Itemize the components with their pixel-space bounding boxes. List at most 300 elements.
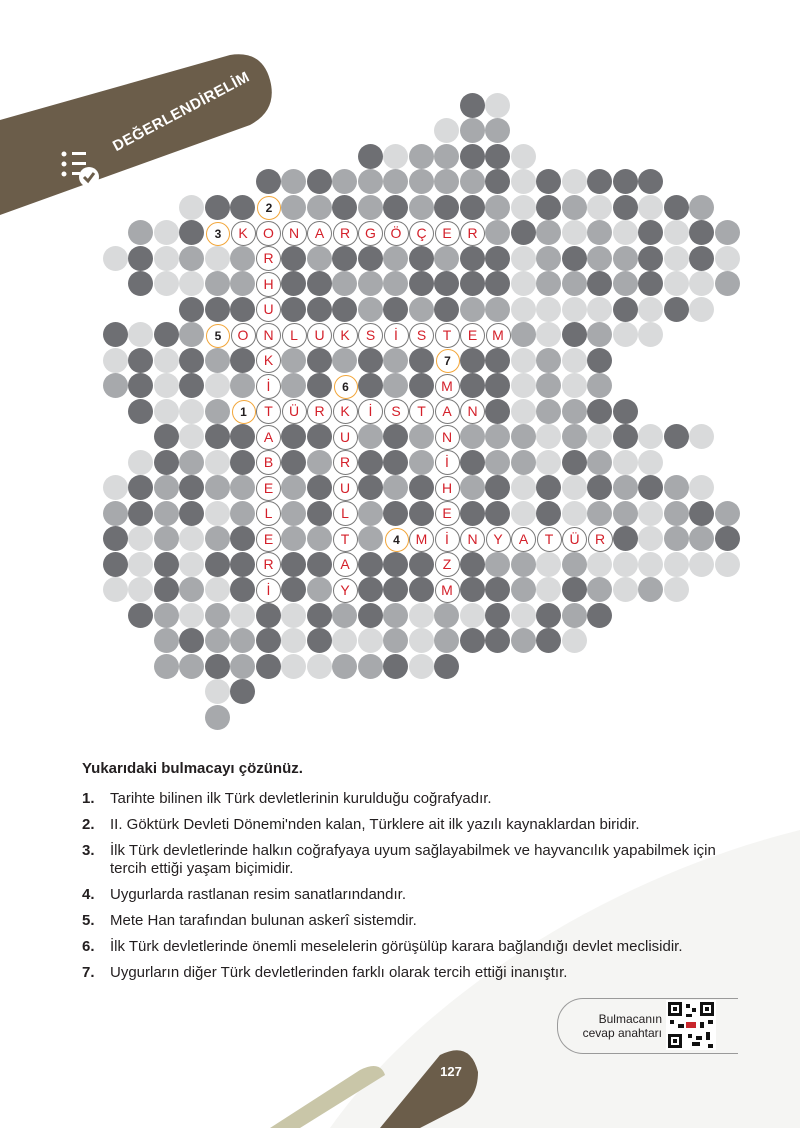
- grid-dot: [409, 169, 434, 194]
- grid-dot: [179, 526, 204, 551]
- grid-dot: [281, 552, 306, 577]
- grid-dot: [358, 169, 383, 194]
- grid-dot: [332, 628, 357, 653]
- grid-dot: [128, 577, 153, 602]
- grid-dot: [281, 373, 306, 398]
- grid-dot: [587, 475, 612, 500]
- grid-dot: [230, 246, 255, 271]
- grid-dot: [409, 577, 434, 602]
- grid-dot: [664, 246, 689, 271]
- answer-letter: U: [333, 425, 358, 450]
- grid-dot: [536, 271, 561, 296]
- grid-dot: [664, 475, 689, 500]
- grid-dot: [230, 679, 255, 704]
- grid-dot: [485, 475, 510, 500]
- grid-dot: [485, 195, 510, 220]
- grid-dot: [409, 195, 434, 220]
- grid-dot: [205, 450, 230, 475]
- grid-dot: [230, 195, 255, 220]
- grid-dot: [103, 577, 128, 602]
- grid-dot: [128, 373, 153, 398]
- grid-dot: [179, 220, 204, 245]
- grid-dot: [638, 195, 663, 220]
- grid-dot: [485, 628, 510, 653]
- grid-dot: [307, 603, 332, 628]
- grid-dot: [332, 297, 357, 322]
- grid-dot: [307, 246, 332, 271]
- clue-item: [82, 964, 742, 982]
- grid-dot: [358, 246, 383, 271]
- grid-dot: [358, 654, 383, 679]
- grid-dot: [154, 501, 179, 526]
- grid-dot: [281, 628, 306, 653]
- grid-dot: [103, 373, 128, 398]
- grid-dot: [307, 577, 332, 602]
- grid-dot: [536, 246, 561, 271]
- grid-dot: [230, 501, 255, 526]
- answer-letter: L: [282, 323, 307, 348]
- grid-dot: [536, 220, 561, 245]
- grid-dot: [638, 424, 663, 449]
- grid-dot: [281, 246, 306, 271]
- clue-number-marker: 2: [257, 196, 281, 220]
- grid-dot: [562, 577, 587, 602]
- grid-dot: [358, 195, 383, 220]
- grid-dot: [587, 603, 612, 628]
- grid-dot: [307, 169, 332, 194]
- grid-dot: [128, 526, 153, 551]
- answer-letter: Ö: [384, 221, 409, 246]
- grid-dot: [587, 220, 612, 245]
- clue-number: 5.: [82, 912, 95, 929]
- grid-dot: [638, 475, 663, 500]
- answer-letter: A: [307, 221, 332, 246]
- grid-dot: [205, 271, 230, 296]
- grid-dot: [664, 552, 689, 577]
- answer-letter: U: [333, 476, 358, 501]
- grid-dot: [638, 169, 663, 194]
- grid-dot: [307, 271, 332, 296]
- grid-dot: [511, 577, 536, 602]
- grid-dot: [358, 271, 383, 296]
- grid-dot: [562, 246, 587, 271]
- grid-dot: [460, 246, 485, 271]
- grid-dot: [434, 654, 459, 679]
- grid-dot: [511, 348, 536, 373]
- grid-dot: [460, 195, 485, 220]
- grid-dot: [230, 424, 255, 449]
- grid-dot: [383, 577, 408, 602]
- grid-dot: [638, 246, 663, 271]
- grid-dot: [409, 424, 434, 449]
- grid-dot: [154, 654, 179, 679]
- grid-dot: [689, 297, 714, 322]
- answer-letter: A: [435, 399, 460, 424]
- answer-letter: E: [256, 527, 281, 552]
- grid-dot: [587, 450, 612, 475]
- grid-dot: [536, 424, 561, 449]
- grid-dot: [128, 348, 153, 373]
- grid-dot: [587, 297, 612, 322]
- answer-letter: O: [256, 221, 281, 246]
- grid-dot: [511, 373, 536, 398]
- grid-dot: [689, 424, 714, 449]
- instruction-text: Yukarıdaki bulmacayı çözünüz.: [82, 760, 303, 777]
- clue-text: Mete Han tarafından bulunan askerî sistemdir.: [110, 912, 417, 929]
- clue-item: [82, 790, 742, 808]
- grid-dot: [485, 246, 510, 271]
- grid-dot: [179, 552, 204, 577]
- grid-dot: [664, 220, 689, 245]
- grid-dot: [434, 118, 459, 143]
- grid-dot: [128, 552, 153, 577]
- grid-dot: [179, 297, 204, 322]
- grid-dot: [154, 526, 179, 551]
- grid-dot: [230, 450, 255, 475]
- grid-dot: [358, 577, 383, 602]
- grid-dot: [281, 501, 306, 526]
- grid-dot: [103, 501, 128, 526]
- answer-letter: İ: [256, 374, 281, 399]
- grid-dot: [179, 271, 204, 296]
- grid-dot: [332, 169, 357, 194]
- grid-dot: [613, 501, 638, 526]
- grid-dot: [613, 424, 638, 449]
- grid-dot: [664, 424, 689, 449]
- grid-dot: [281, 603, 306, 628]
- grid-dot: [460, 271, 485, 296]
- grid-dot: [179, 373, 204, 398]
- grid-dot: [383, 450, 408, 475]
- answer-letter: L: [256, 501, 281, 526]
- grid-dot: [230, 526, 255, 551]
- grid-dot: [358, 501, 383, 526]
- grid-dot: [409, 271, 434, 296]
- grid-dot: [332, 271, 357, 296]
- answer-letter: Ü: [282, 399, 307, 424]
- grid-dot: [536, 603, 561, 628]
- grid-dot: [460, 603, 485, 628]
- grid-dot: [332, 195, 357, 220]
- grid-dot: [536, 195, 561, 220]
- answer-letter: T: [537, 527, 562, 552]
- grid-dot: [307, 526, 332, 551]
- grid-dot: [154, 348, 179, 373]
- grid-dot: [460, 577, 485, 602]
- grid-dot: [613, 450, 638, 475]
- grid-dot: [179, 603, 204, 628]
- grid-dot: [383, 424, 408, 449]
- grid-dot: [230, 654, 255, 679]
- answer-letter: E: [435, 221, 460, 246]
- grid-dot: [485, 373, 510, 398]
- grid-dot: [638, 322, 663, 347]
- grid-dot: [460, 373, 485, 398]
- grid-dot: [128, 322, 153, 347]
- grid-dot: [638, 501, 663, 526]
- answer-letter: T: [333, 527, 358, 552]
- grid-dot: [587, 424, 612, 449]
- grid-dot: [460, 118, 485, 143]
- grid-dot: [103, 322, 128, 347]
- grid-dot: [281, 271, 306, 296]
- grid-dot: [409, 246, 434, 271]
- grid-dot: [536, 322, 561, 347]
- grid-dot: [128, 603, 153, 628]
- answer-letter: Ç: [409, 221, 434, 246]
- grid-dot: [383, 603, 408, 628]
- clue-item: [82, 886, 742, 904]
- clue-number-marker: 6: [334, 375, 358, 399]
- grid-dot: [485, 424, 510, 449]
- grid-dot: [536, 348, 561, 373]
- answer-letter: İ: [435, 450, 460, 475]
- grid-dot: [307, 424, 332, 449]
- grid-dot: [536, 475, 561, 500]
- grid-dot: [383, 195, 408, 220]
- answer-letter: S: [384, 399, 409, 424]
- answer-letter: R: [460, 221, 485, 246]
- grid-dot: [358, 450, 383, 475]
- grid-dot: [358, 628, 383, 653]
- grid-dot: [536, 450, 561, 475]
- grid-dot: [205, 526, 230, 551]
- grid-dot: [511, 424, 536, 449]
- grid-dot: [485, 271, 510, 296]
- clue-item: [82, 938, 742, 956]
- grid-dot: [358, 373, 383, 398]
- grid-dot: [179, 246, 204, 271]
- grid-dot: [281, 348, 306, 373]
- page-number: 127: [440, 1064, 462, 1079]
- grid-dot: [562, 475, 587, 500]
- grid-dot: [409, 348, 434, 373]
- grid-dot: [358, 348, 383, 373]
- answer-letter: M: [435, 578, 460, 603]
- grid-dot: [511, 603, 536, 628]
- grid-dot: [256, 628, 281, 653]
- grid-dot: [307, 628, 332, 653]
- grid-dot: [485, 118, 510, 143]
- grid-dot: [536, 552, 561, 577]
- grid-dot: [281, 450, 306, 475]
- grid-dot: [179, 424, 204, 449]
- grid-dot: [511, 195, 536, 220]
- grid-dot: [154, 246, 179, 271]
- answer-letter: H: [256, 272, 281, 297]
- grid-dot: [307, 297, 332, 322]
- grid-dot: [205, 552, 230, 577]
- grid-dot: [562, 220, 587, 245]
- grid-dot: [409, 450, 434, 475]
- answer-letter: R: [333, 450, 358, 475]
- grid-dot: [205, 195, 230, 220]
- answer-letter: E: [460, 323, 485, 348]
- grid-dot: [587, 552, 612, 577]
- grid-dot: [154, 399, 179, 424]
- grid-dot: [383, 144, 408, 169]
- answer-letter: S: [358, 323, 383, 348]
- grid-dot: [511, 271, 536, 296]
- grid-dot: [587, 195, 612, 220]
- qr-code-icon[interactable]: [666, 1000, 716, 1050]
- grid-dot: [281, 654, 306, 679]
- grid-dot: [485, 450, 510, 475]
- answer-letter: M: [409, 527, 434, 552]
- grid-dot: [511, 297, 536, 322]
- grid-dot: [664, 195, 689, 220]
- answer-letter: N: [460, 399, 485, 424]
- grid-dot: [103, 246, 128, 271]
- answer-letter: N: [282, 221, 307, 246]
- grid-dot: [511, 501, 536, 526]
- grid-dot: [154, 552, 179, 577]
- grid-dot: [383, 475, 408, 500]
- grid-dot: [460, 297, 485, 322]
- grid-dot: [332, 603, 357, 628]
- grid-dot: [434, 603, 459, 628]
- clue-number-marker: 4: [385, 528, 409, 552]
- clue-item: [82, 816, 742, 834]
- grid-dot: [383, 246, 408, 271]
- grid-dot: [613, 475, 638, 500]
- clue-number: 1.: [82, 790, 95, 807]
- grid-dot: [613, 322, 638, 347]
- grid-dot: [485, 144, 510, 169]
- answer-letter: Y: [486, 527, 511, 552]
- grid-dot: [205, 577, 230, 602]
- grid-dot: [128, 450, 153, 475]
- grid-dot: [205, 297, 230, 322]
- grid-dot: [434, 271, 459, 296]
- grid-dot: [409, 654, 434, 679]
- grid-dot: [281, 424, 306, 449]
- grid-dot: [230, 603, 255, 628]
- clue-number-marker: 7: [436, 349, 460, 373]
- grid-dot: [689, 475, 714, 500]
- grid-dot: [434, 169, 459, 194]
- answer-letter: R: [307, 399, 332, 424]
- grid-dot: [689, 246, 714, 271]
- answer-letter: B: [256, 450, 281, 475]
- grid-dot: [638, 552, 663, 577]
- grid-dot: [128, 271, 153, 296]
- grid-dot: [358, 552, 383, 577]
- answer-letter: Z: [435, 552, 460, 577]
- clue-item: [82, 842, 742, 878]
- grid-dot: [307, 373, 332, 398]
- grid-dot: [358, 526, 383, 551]
- grid-dot: [179, 322, 204, 347]
- clue-number-marker: 3: [206, 222, 230, 246]
- grid-dot: [154, 450, 179, 475]
- grid-dot: [179, 348, 204, 373]
- answer-letter: R: [256, 552, 281, 577]
- grid-dot: [230, 271, 255, 296]
- grid-dot: [230, 348, 255, 373]
- clue-number-marker: 5: [206, 324, 230, 348]
- grid-dot: [128, 399, 153, 424]
- grid-dot: [562, 603, 587, 628]
- grid-dot: [383, 654, 408, 679]
- grid-dot: [103, 552, 128, 577]
- clue-text: Tarihte bilinen ilk Türk devletlerinin kurulduğu coğrafyadır.: [110, 790, 492, 807]
- grid-dot: [664, 526, 689, 551]
- grid-dot: [638, 220, 663, 245]
- grid-dot: [587, 348, 612, 373]
- grid-dot: [587, 322, 612, 347]
- answer-letter: U: [307, 323, 332, 348]
- grid-dot: [128, 220, 153, 245]
- grid-dot: [205, 628, 230, 653]
- grid-dot: [562, 297, 587, 322]
- grid-dot: [154, 424, 179, 449]
- grid-dot: [638, 297, 663, 322]
- grid-dot: [383, 552, 408, 577]
- answer-letter: T: [409, 399, 434, 424]
- grid-dot: [383, 348, 408, 373]
- grid-dot: [434, 195, 459, 220]
- grid-dot: [485, 297, 510, 322]
- grid-dot: [128, 246, 153, 271]
- grid-dot: [409, 603, 434, 628]
- grid-dot: [613, 220, 638, 245]
- grid-dot: [562, 271, 587, 296]
- grid-dot: [638, 577, 663, 602]
- grid-dot: [205, 475, 230, 500]
- grid-dot: [689, 195, 714, 220]
- grid-dot: [409, 501, 434, 526]
- answer-letter: K: [333, 323, 358, 348]
- grid-dot: [230, 628, 255, 653]
- grid-dot: [409, 628, 434, 653]
- answer-letter: Ü: [562, 527, 587, 552]
- grid-dot: [715, 501, 740, 526]
- grid-dot: [485, 552, 510, 577]
- grid-dot: [689, 526, 714, 551]
- grid-dot: [281, 526, 306, 551]
- grid-dot: [511, 246, 536, 271]
- grid-dot: [179, 501, 204, 526]
- grid-dot: [358, 603, 383, 628]
- answer-letter: N: [256, 323, 281, 348]
- answer-letter: R: [256, 246, 281, 271]
- grid-dot: [434, 297, 459, 322]
- grid-dot: [511, 450, 536, 475]
- answer-letter: İ: [358, 399, 383, 424]
- grid-dot: [154, 220, 179, 245]
- grid-dot: [511, 144, 536, 169]
- grid-dot: [562, 450, 587, 475]
- grid-dot: [638, 450, 663, 475]
- clue-number: 7.: [82, 964, 95, 981]
- grid-dot: [154, 628, 179, 653]
- grid-dot: [205, 424, 230, 449]
- grid-dot: [638, 526, 663, 551]
- grid-dot: [715, 526, 740, 551]
- grid-dot: [434, 246, 459, 271]
- grid-dot: [562, 501, 587, 526]
- grid-dot: [205, 501, 230, 526]
- grid-dot: [664, 501, 689, 526]
- grid-dot: [154, 271, 179, 296]
- grid-dot: [460, 628, 485, 653]
- grid-dot: [613, 271, 638, 296]
- grid-dot: [205, 348, 230, 373]
- grid-dot: [383, 169, 408, 194]
- grid-dot: [179, 450, 204, 475]
- grid-dot: [460, 93, 485, 118]
